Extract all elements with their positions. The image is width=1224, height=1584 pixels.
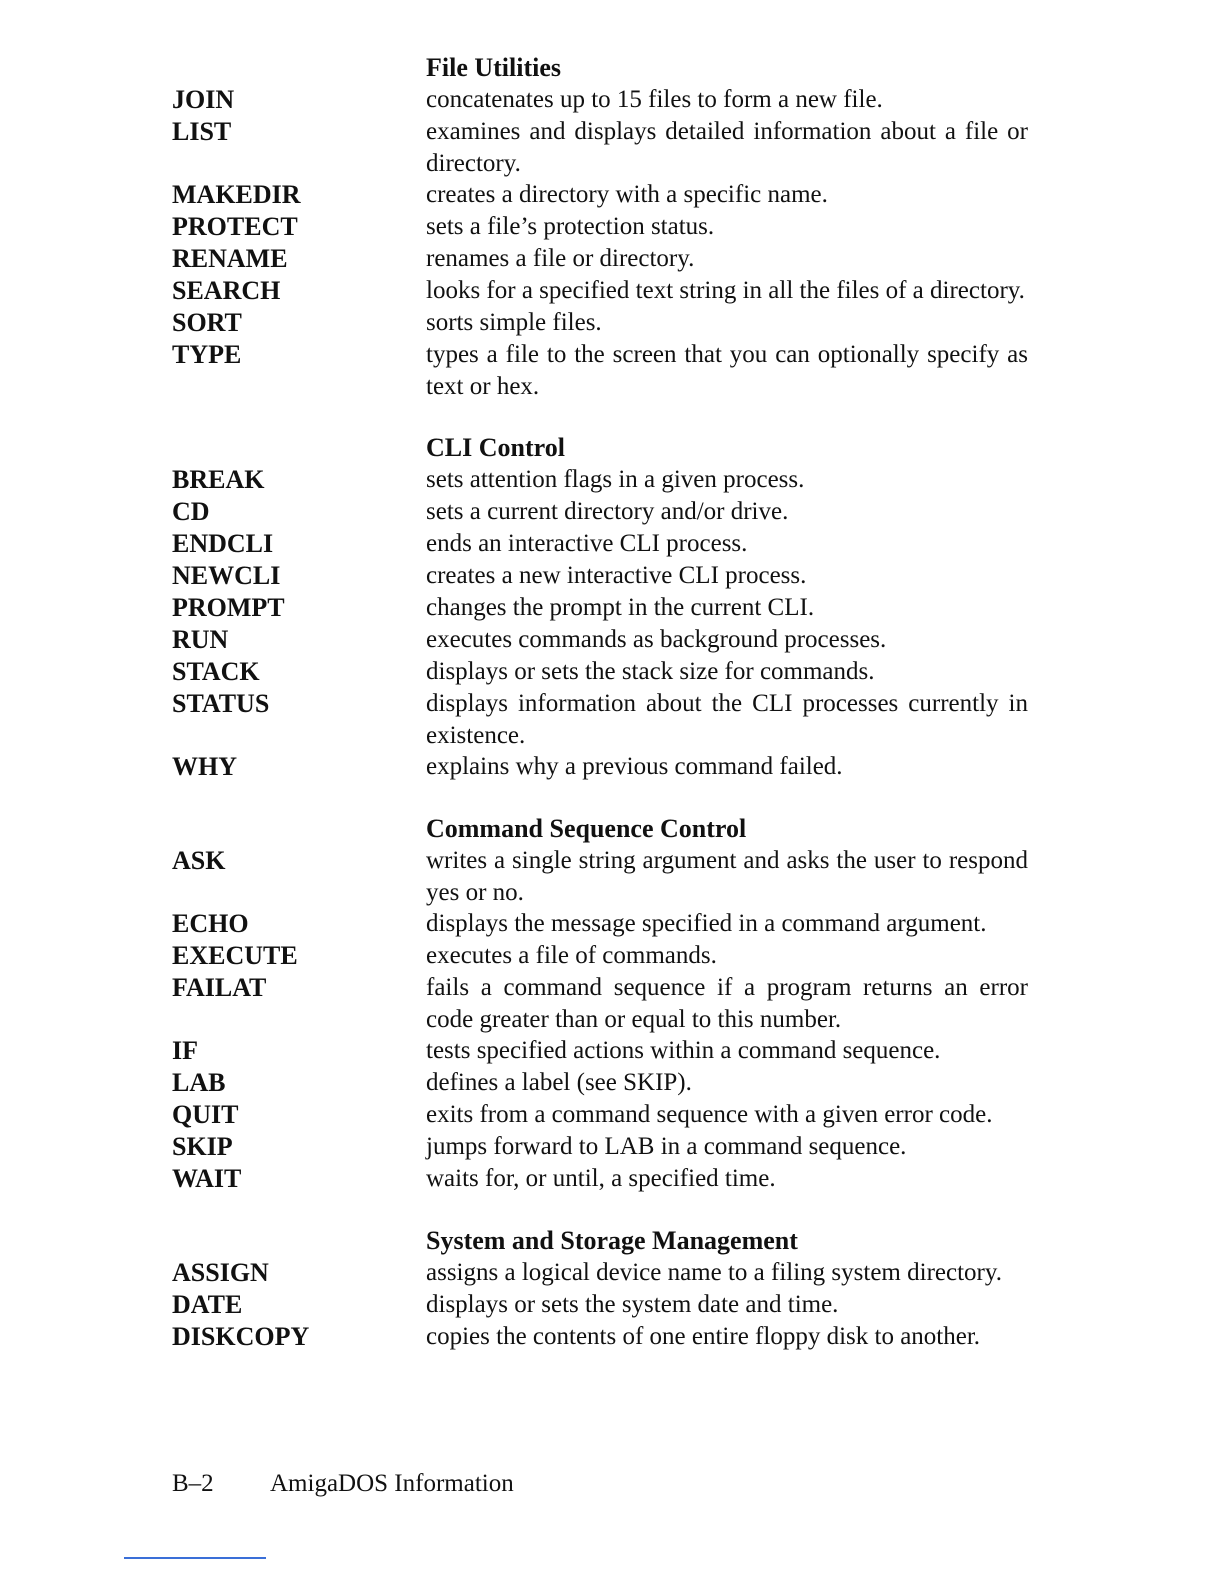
command-name: PROMPT xyxy=(172,593,285,622)
command-description: creates a directory with a specific name. xyxy=(426,181,828,208)
command-row xyxy=(172,1321,1028,1353)
command-row xyxy=(172,307,1028,339)
command-description: concatenates up to 15 files to form a new file. xyxy=(426,86,883,113)
command-description: writes a single string argument and asks the user to respond yes or no. xyxy=(426,847,1028,906)
command-description: assigns a logical device name to a filing system directory. xyxy=(426,1259,1002,1286)
command-row xyxy=(172,1289,1028,1321)
command-description: creates a new interactive CLI process. xyxy=(426,562,807,589)
command-name: PROTECT xyxy=(172,212,298,241)
command-name: STATUS xyxy=(172,689,270,718)
page-footer xyxy=(172,1468,514,1500)
command-name: ASSIGN xyxy=(172,1258,269,1287)
command-row xyxy=(172,528,1028,560)
command-row xyxy=(172,1163,1028,1195)
command-description: copies the contents of one entire floppy disk to another. xyxy=(426,1323,981,1350)
command-row xyxy=(172,560,1028,592)
command-description: executes commands as background processes. xyxy=(426,626,887,653)
command-row xyxy=(172,243,1028,275)
command-description: jumps forward to LAB in a command sequence. xyxy=(426,1133,907,1160)
command-name: QUIT xyxy=(172,1100,239,1129)
command-row xyxy=(172,464,1028,496)
sections xyxy=(172,52,1028,1353)
command-name: WHY xyxy=(172,752,237,781)
command-row xyxy=(172,1035,1028,1067)
command-row xyxy=(172,211,1028,243)
command-description: executes a file of commands. xyxy=(426,942,717,969)
section-title: Command Sequence Control xyxy=(426,814,747,843)
command-name: RENAME xyxy=(172,244,288,273)
command-name: SKIP xyxy=(172,1132,233,1161)
command-name: MAKEDIR xyxy=(172,180,301,209)
command-description: examines and displays detailed information about a file or directory. xyxy=(426,118,1028,177)
command-description: changes the prompt in the current CLI. xyxy=(426,594,815,621)
command-row xyxy=(172,1099,1028,1131)
section-title: System and Storage Management xyxy=(426,1226,798,1255)
command-description: waits for, or until, a specified time. xyxy=(426,1165,776,1192)
command-row xyxy=(172,624,1028,656)
section-title: File Utilities xyxy=(426,53,562,82)
command-row xyxy=(172,496,1028,528)
command-description: looks for a specified text string in all the files of a directory. xyxy=(426,277,1025,304)
command-row xyxy=(172,116,1028,179)
command-row xyxy=(172,751,1028,783)
command-row xyxy=(172,845,1028,908)
command-description: ends an interactive CLI process. xyxy=(426,530,748,557)
command-name: CD xyxy=(172,497,210,526)
command-row xyxy=(172,940,1028,972)
command-row xyxy=(172,688,1028,751)
command-reference xyxy=(172,52,1028,1383)
command-row xyxy=(172,84,1028,116)
command-description: displays the message specified in a command argument. xyxy=(426,910,987,937)
section xyxy=(172,1225,1028,1353)
command-name: RUN xyxy=(172,625,229,654)
section xyxy=(172,813,1028,1195)
book-title: AmigaDOS Information xyxy=(270,1470,514,1497)
command-name: LIST xyxy=(172,117,232,146)
command-description: displays information about the CLI processes currently in existence. xyxy=(426,690,1028,749)
section xyxy=(172,432,1028,783)
command-description: sorts simple files. xyxy=(426,309,602,336)
command-description: exits from a command sequence with a given error code. xyxy=(426,1101,993,1128)
command-name: SEARCH xyxy=(172,276,281,305)
command-description: fails a command sequence if a program returns an error code greater than or equal to this number. xyxy=(426,974,1028,1033)
command-row xyxy=(172,339,1028,402)
command-name: EXECUTE xyxy=(172,941,298,970)
command-description: sets a current directory and/or drive. xyxy=(426,498,789,525)
command-description: renames a file or directory. xyxy=(426,245,695,272)
command-name: FAILAT xyxy=(172,973,267,1002)
command-description: sets attention flags in a given process. xyxy=(426,466,805,493)
command-row xyxy=(172,1257,1028,1289)
command-name: LAB xyxy=(172,1068,226,1097)
command-row xyxy=(172,592,1028,624)
command-row xyxy=(172,656,1028,688)
page-number: B–2 xyxy=(172,1470,214,1497)
command-name: BREAK xyxy=(172,465,265,494)
command-row xyxy=(172,275,1028,307)
command-description: defines a label (see SKIP). xyxy=(426,1069,692,1096)
command-description: explains why a previous command failed. xyxy=(426,753,843,780)
command-name: ECHO xyxy=(172,909,249,938)
command-name: ASK xyxy=(172,846,226,875)
command-row xyxy=(172,179,1028,211)
command-name: JOIN xyxy=(172,85,235,114)
scan-edge-line xyxy=(124,1557,266,1559)
command-name: NEWCLI xyxy=(172,561,281,590)
command-description: types a file to the screen that you can optionally specify as text or hex. xyxy=(426,341,1028,400)
command-name: STACK xyxy=(172,657,260,686)
command-row xyxy=(172,1067,1028,1099)
command-description: displays or sets the stack size for commands. xyxy=(426,658,875,685)
command-name: ENDCLI xyxy=(172,529,274,558)
command-row xyxy=(172,1131,1028,1163)
command-description: displays or sets the system date and time. xyxy=(426,1291,839,1318)
command-name: IF xyxy=(172,1036,198,1065)
command-name: SORT xyxy=(172,308,242,337)
command-description: tests specified actions within a command sequence. xyxy=(426,1037,941,1064)
command-description: sets a file’s protection status. xyxy=(426,213,715,240)
command-row xyxy=(172,908,1028,940)
command-name: WAIT xyxy=(172,1164,242,1193)
command-name: DATE xyxy=(172,1290,243,1319)
command-row xyxy=(172,972,1028,1035)
command-name: DISKCOPY xyxy=(172,1322,310,1351)
section-title: CLI Control xyxy=(426,433,565,462)
section xyxy=(172,52,1028,402)
command-name: TYPE xyxy=(172,340,242,369)
